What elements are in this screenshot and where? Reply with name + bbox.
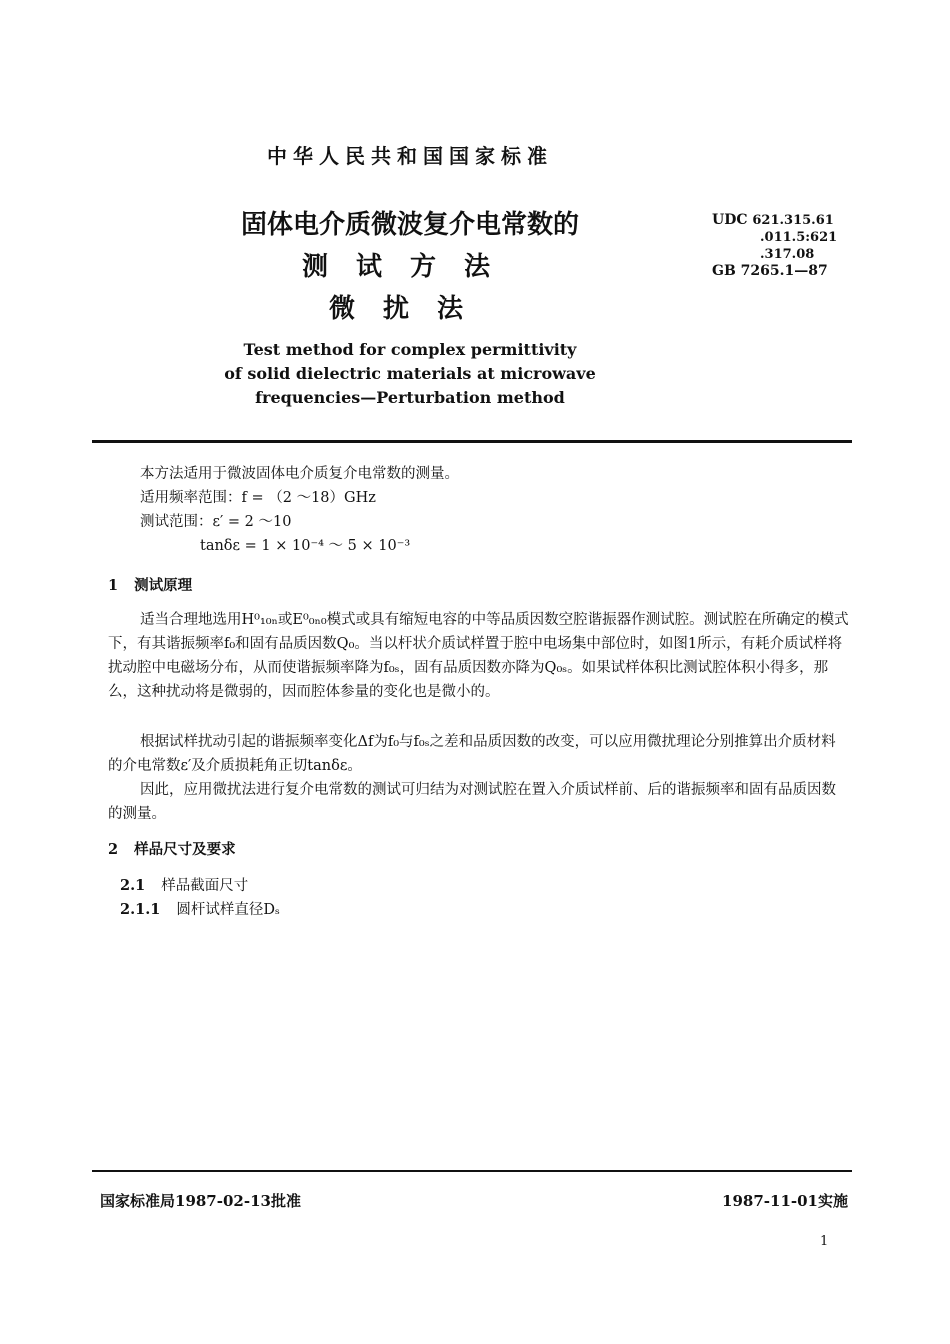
loss-tangent-range: tanδε = 1 × 10⁻⁴ ～ 5 × 10⁻³ (200, 538, 411, 554)
udc-label: UDC (712, 212, 748, 228)
subsection-2-1 (120, 874, 248, 895)
section-1-heading (108, 574, 192, 595)
udc-code-3: .317.08 (760, 247, 815, 262)
page-number: 1 (820, 1234, 829, 1249)
header-divider (92, 440, 852, 443)
permittivity-range: 测试范围：ε′ = 2 ～10 (140, 514, 292, 530)
section-1-paragraph-2: 根据试样扰动引起的谐振频率变化Δf为f₀与f₀ₛ之差和品质因数的改变，可以应用微扰理论分别推算出介质材料的介电常数ε′及介质损耗角正切tanδε。 (108, 734, 836, 774)
subsection-2-1-1-number: 2.1.1 (120, 901, 161, 918)
section-1-title: 测试原理 (134, 577, 193, 594)
section-1-number: 1 (108, 577, 119, 594)
subsection-2-1-1-title: 圆杆试样直径Dₛ (176, 902, 280, 918)
section-2-heading (108, 838, 236, 859)
section-2-title: 样品尺寸及要求 (134, 841, 236, 858)
chinese-title-line-1: 固体电介质微波复介电常数的 (240, 210, 579, 240)
section-1-paragraph-1: 适当合理地选用H⁰₁₀ₙ或E⁰₀ₙ₀模式或具有缩短电容的中等品质因数空腔谐振器作测试腔。测试腔在所确定的模式下，有其谐振频率f₀和固有品质因数Q₀。当以杆状介质试样置于腔中电场集中部位时，如图1所示，有耗介质试样将扰动腔中电磁场分布，从而使谐振频率降为f₀ₛ，固有品质因数亦降为Q₀ₛ。如果试样体积比测试腔体积小得多，那么，这种扰动将是微弱的，因而腔体参量的变化也是微小的。 (108, 612, 849, 700)
subsection-2-1-1 (120, 898, 280, 919)
footer-divider (92, 1170, 852, 1172)
english-title-line-1: Test method for complex permittivity (243, 340, 577, 359)
english-title-line-3: frequencies—Perturbation method (255, 388, 565, 407)
subsection-2-1-number: 2.1 (120, 877, 146, 894)
english-title (160, 338, 660, 410)
frequency-range: 适用频率范围：f = （2 ～18）GHz (140, 490, 376, 506)
udc-block (712, 212, 837, 280)
chinese-title-line-2: 测试方法 (301, 252, 518, 282)
udc-code-1: 621.315.61 (752, 213, 834, 228)
subsection-2-1-title: 样品截面尺寸 (161, 878, 249, 894)
english-title-line-2: of solid dielectric materials at microwave (224, 364, 596, 383)
approval-date: 国家标准局1987-02-13批准 (100, 1192, 301, 1210)
chinese-title-line-3: 微扰法 (328, 294, 491, 324)
chinese-title (180, 204, 640, 330)
section-1-paragraph-3: 因此，应用微扰法进行复介电常数的测试可归结为对测试腔在置入介质试样前、后的谐振频率和固有品质因数的测量。 (108, 782, 836, 822)
scope-statement: 本方法适用于微波固体电介质复介电常数的测量。 (140, 466, 459, 482)
udc-code-2: .011.5:621 (760, 230, 838, 245)
section-2-number: 2 (108, 841, 119, 858)
implementation-date: 1987-11-01实施 (722, 1192, 848, 1210)
gb-code: GB 7265.1—87 (712, 263, 828, 279)
national-standard-heading: 中华人民共和国国家标准 (267, 144, 553, 168)
